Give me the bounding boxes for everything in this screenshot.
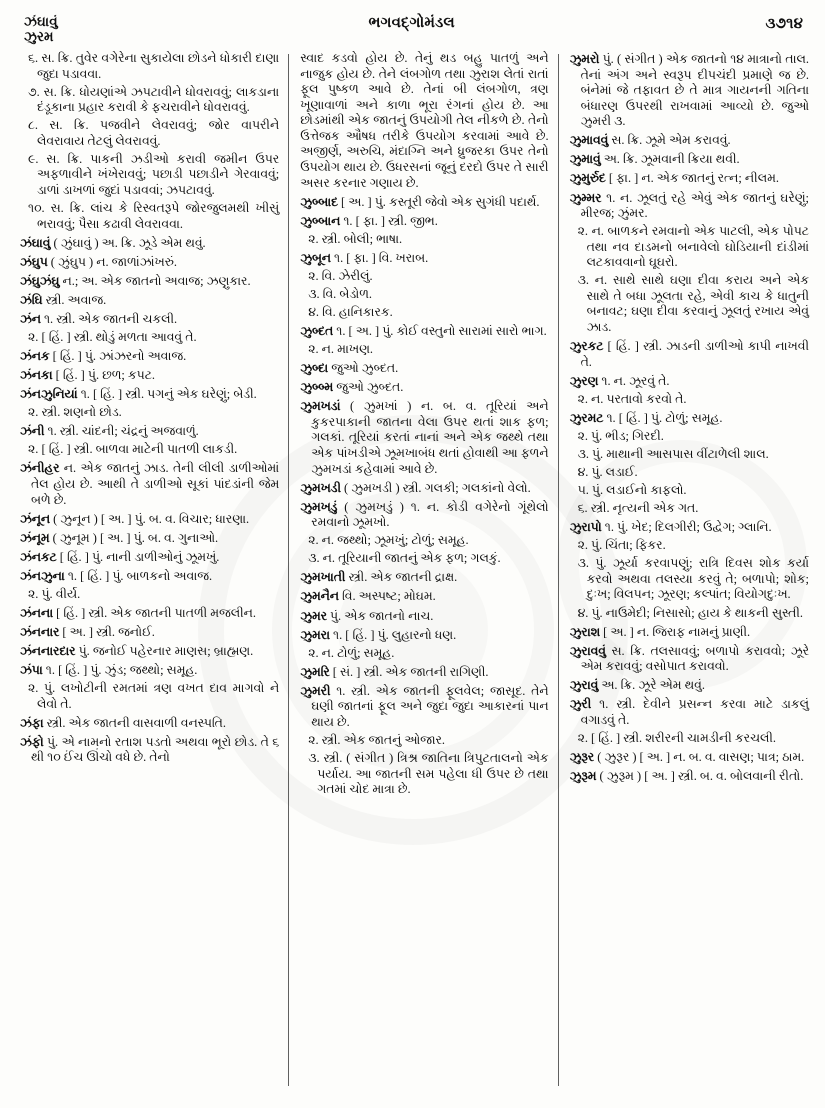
entry-definition: જુઓ ઝુબ્દત. (333, 380, 404, 395)
entry-headword: ઝુબ્બાન (300, 213, 341, 228)
entry-definition: ( ઝુરૂર ) [ અ. ] ન. બ. વ. વાસણ; પાત્ર; ઠામ. (594, 750, 805, 764)
dictionary-entry (300, 361, 548, 377)
dictionary-entry (20, 255, 279, 271)
entry-definition: ( ઝુંઘુપ ) ન. જાળાંઝાંખરું. (47, 254, 177, 269)
entry-headword: ઝુરી (569, 697, 592, 712)
entry-definition: ૧. સ્ત્રી. ચાંદની; ચંદ્રનું અજવાળું. (44, 424, 199, 439)
dictionary-column-3 (559, 52, 809, 1090)
entry-headword: ઝુરાવવું (569, 643, 606, 658)
entry-definition: ( ઝુમખાં ) ન. બ. વ. તૂરિયાં અને કુકરપાકાની જાતના વેલા ઉપર થતાં શાક ફળ; ગલકાં. તૂરિયાં કરતાં નાનાં અને એક જથ્થે તથા એક પાંખડીએ ઝૂમખાબંધ થતાં હોવાથી આ ફળને ઝુમખડાં કહેવામાં આવે છે. (311, 399, 549, 476)
entry-sense: ૨. [ હિં. ] સ્ત્રી. બાળવા માટેની પાતળી લાકડી. (28, 442, 238, 457)
dictionary-entry (570, 644, 809, 675)
entry-definition: [ અ. ] સ્ત્રી. જનોઈ. (59, 625, 155, 639)
entry-definition: પું. ( સંગીત ) એક જાતનો ૧૪ માત્રાનો તાલ. તેનાં અંગ અને સ્વરૂપ દીપચંદી પ્રમાણે જ છે. બંનેમાં જે તફાવત છે તે માત્ર ગાયનની ગતિના બંધારણ ઉપરથી રાખવામાં આવ્યો છે. જુઓ ઝુમરી ૩. (580, 52, 809, 129)
entry-definition: [ સં. ] સ્ત્રી. એક જાતની રાગિણી. (329, 664, 489, 679)
entry-headword: ઝંન (20, 311, 41, 326)
entry-sense: ૨. ન. ટોળું; સમૂહ. (308, 645, 395, 660)
dictionary-entry (300, 324, 548, 340)
entry-definition: ૧. [ હિં. ] પું. ઝુંડ; જથ્થો; સમૂહ. (42, 663, 198, 678)
dictionary-entry (570, 374, 809, 390)
entry-headword: ઝુમાવવું (569, 133, 609, 148)
dictionary-entry (20, 606, 279, 622)
entry-definition: [ અ. ] ન. જિરાફ નામનું પ્રાણી. (600, 624, 751, 639)
dictionary-entry (570, 52, 809, 130)
entry-headword: ઝુમાવું (569, 152, 601, 167)
entry-sense: ૩. પું. માથાની આસપાસ વીંટાળેલી શાલ. (577, 446, 769, 461)
entry-definition: જુઓ ઝુબ્દત. (328, 361, 399, 376)
dictionary-entry (300, 589, 548, 605)
entry-headword: ઝંપા (20, 663, 43, 678)
dictionary-entry (20, 236, 279, 252)
entry-definition: ( ઝુનૂન ) [ અ. ] પું. બ. વ. વિચાર; ધારણા. (49, 511, 250, 526)
entry-definition: ( ઝુમખડી ) સ્ત્રી. ગલકી; ગલકાંનો વેલો. (340, 480, 531, 495)
dictionary-entry (570, 171, 809, 187)
entry-definition: ( ઝુમખડું ) ૧. ન. કોડી વગેરેનો ગૂંથેલો રમવાનો ઝૂમખો. (311, 499, 549, 530)
entry-headword: ઝંફા (20, 715, 44, 730)
entry-sense: ૮. સ. ક્રિ. પજવીને લેવરાવવું; જોર વાપરીને લેવરાવાય તેટલું લેવરાવવું. (28, 118, 280, 148)
entry-headword: ઝુમર (300, 608, 327, 623)
entry-headword: ઝુમરા (300, 627, 330, 642)
dictionary-entry (20, 312, 279, 328)
entry-definition: ( ઝુરૂમ ) [ અ. ] સ્ત્રી. બ. વ. બોલવાની રીતો. (596, 769, 804, 784)
dictionary-entry (300, 399, 548, 477)
entry-definition: ન.; અ. એક જાતનો અવાજ; ઝણુકાર. (59, 273, 251, 288)
entry-headword: ઝુમખડાં (300, 399, 341, 414)
dictionary-column-2 (289, 52, 558, 1090)
dictionary-entry (20, 735, 279, 766)
entry-sense: ૨. વિ. ઝેરીલું. (308, 268, 373, 283)
entry-headword: ઝુરણ (569, 373, 599, 388)
entry-definition: [ અ. ] પું. કસ્તૂરી જેવો એક સુગંધી પદાર્થ. (337, 194, 540, 209)
entry-definition: સ્ત્રી. એક જાતની વાસવાળી વનસ્પતિ. (43, 715, 226, 730)
entry-sense: ૪. પું. લડાઈ. (577, 465, 638, 479)
entry-definition: અ. ક્રિ. ઝૂરે એમ થવું. (598, 678, 705, 693)
guide-word-top: ઝંઘાવું (24, 14, 58, 29)
entry-definition: ૧. [ ફા. ] સ્ત્રી. જીભ. (340, 213, 438, 228)
dictionary-entry (20, 349, 279, 365)
entry-definition: [ હિં. ] પું. છળ; કપટ. (52, 368, 156, 383)
guide-words (24, 14, 58, 44)
entry-definition: ન. એક જાતનું ઝાડ. તેની લીલી ડાળીઓમાં તેલ હોય છે. આથી તે ડાળીઓ સૂકાં પાંદડાંની જેમ બળે છે. (31, 461, 280, 507)
dictionary-entry (570, 191, 809, 222)
entry-headword: ઝંઘુઝંઘુ (20, 273, 60, 288)
entry-definition: [ હિં. ] પું. ઝાંઝરનો અવાજ. (49, 349, 187, 364)
dictionary-entry (20, 644, 279, 660)
dictionary-entry (20, 424, 279, 440)
entry-sense: ૪. પું. નાઉમેદી; નિસાસો; હાય કે થાકની સુસ્તી. (577, 605, 803, 620)
entry-sense: ૨. ન. જથ્થો; ઝૂમખું; ટોળું; સમૂહ. (308, 533, 469, 548)
entry-sense: ૨. [ હિં. ] સ્ત્રી. થોડું મળતા આવવું તે. (28, 330, 197, 344)
entry-headword: ઝુમખાતી (300, 570, 346, 585)
book-title-container (368, 14, 454, 32)
dictionary-entry (570, 625, 809, 641)
dictionary-entry (300, 380, 548, 396)
entry-headword: ઝુબ્દા (300, 361, 329, 376)
dictionary-entry (570, 152, 809, 168)
dictionary-entry (570, 411, 809, 427)
entry-sense: ૨. પું. લખોટીની રમતમાં ત્રણ વખત દાવ માગવો ને લેવો તે. (28, 681, 280, 711)
dictionary-entry (20, 716, 279, 732)
dictionary-entry (300, 665, 548, 681)
entry-definition: [ હિં. ] સ્ત્રી. એક જાતની પાતળી મજલીન. (53, 605, 256, 620)
dictionary-entry (20, 512, 279, 528)
dictionary-entry (20, 387, 279, 403)
entry-definition: [ ફા. ] ન. એક જાતનું રત્ન; નીલમ. (605, 171, 779, 186)
entry-headword: ઝુરમટ (569, 410, 604, 425)
entry-headword: ઝુમરી (300, 683, 331, 698)
entry-sense: ૯. સ. ક્રિ. પાકની ઝડીઓ કરાવી જમીન ઉપર અફળાવીને ખંખેરાવવું; પછાડી પછાડીને ગેરવાવવું; ડાળાં ડાખળાં જુદાં પડાવવાં; ઝપટાવવું. (28, 151, 280, 197)
entry-definition: ૧. [ હિં. ] પું. ટોળું; સમૂહ. (603, 410, 723, 425)
entry-headword: ઝુરાશ (569, 624, 601, 639)
entry-headword: ઝુબ્દત (300, 324, 334, 338)
dictionary-entry (20, 461, 279, 508)
book-title: ભગવદ્ગોમંડલ (368, 15, 455, 31)
entry-headword: ઝુરાવું (569, 678, 599, 693)
dictionary-entry (300, 481, 548, 497)
entry-sense: ૨. ન. પરતાવો કરવો તે. (577, 391, 687, 406)
entry-headword: ઝુમ્મર (569, 190, 602, 205)
entry-sense: ૧૦. સ. ક્રિ. લાંચ કે રિસ્વતરૂપે જોરજુલમથી ખીસું ભરાવવું; પૈસા કઢાવી લેવરાવવા. (28, 201, 280, 231)
entry-definition: વિ. અસ્પષ્ટ; મોઘમ. (338, 589, 436, 604)
entry-continuation: સ્વાદ કડવો હોય છે. તેનું થડ બહુ પાતળું અને નાજુક હોય છે. તેને લંબગોળ તથા ઝુરાશ લેતાં રાતાં ફૂલ પુષ્કળ આવે છે. તેનાં બી લંબગોળ, ત્રણ ખૂણાવાળાં અને કાળા ભૂરા રંગનાં હોય છે. આ છોડમાંથી એક જાતનું ઉપયોગી તેલ નીકળે છે. તેનો ઉત્તેજક ઔષધ તરીકે ઉપયોગ કરવામાં આવે છે. અજીર્ણ, અરુચિ, મંદાગ્નિ અને ધ્રુજરકા ઉપર તેનો ઉપયોગ થાય છે. ઉધરસનાં જૂનું દરદો ઉપર તે સારી અસર કરનાર ગણાય છે. (300, 51, 549, 190)
dictionary-entry (570, 750, 809, 766)
entry-headword: ઝંનક (20, 349, 50, 364)
entry-headword: ઝુમનૈન (300, 589, 339, 604)
entry-definition: ૧. [ હિં. ] સ્ત્રી. પગનું એક ઘરેણું; બેડી. (77, 387, 257, 402)
entry-sense: ૨. પું. ભીડ; ગિરદી. (577, 428, 664, 443)
entry-headword: ઝુબ્બાદ (300, 194, 338, 209)
entry-definition: પું. એ નામનો રતાશ પડતો અથવા ભૂરો છોડ. તે ૬ થી ૧૦ ઈંચ ઊંચો વધે છે. તેનો (31, 734, 280, 765)
entry-sense: ૩. ન. તૂરિયાની જાતનું એક ફળ; ગલકું. (308, 551, 501, 566)
entry-headword: ઝંનનારદાર (20, 644, 76, 659)
entry-headword: ઝુરકટ (569, 339, 604, 354)
entry-sense: ૨. સ્ત્રી. એક જાતનું ઓજાર. (308, 732, 445, 747)
entry-headword: ઝુબૂન (300, 250, 331, 265)
entry-headword: ઝંફો (20, 734, 44, 749)
entry-definition: પું. એક જાતનો નાચ. (326, 608, 434, 623)
entry-sense: ૬. સ. ક્રિ. તુવેર વગેરેના સુકાયેલા છોડને ધોકારી દાણા જુદા પડાવવા. (28, 51, 280, 81)
entry-headword: ઝુમખડું (300, 499, 338, 514)
entry-sense: ૨. સ્ત્રી. શણનો છોડ. (28, 405, 122, 420)
entry-definition: ( ઝુંઘાવું ) અ. ક્રિ. ઝૂડે એમ થવું. (50, 235, 206, 250)
dictionary-entry (20, 274, 279, 290)
entry-definition: ૧. [ હિં. ] પું. બાળકનો અવાજ. (64, 568, 213, 583)
entry-sense: ૬. સ્ત્રી. નૃત્યની એક ગત. (577, 501, 699, 516)
entry-headword: ઝંનૂન (20, 511, 50, 526)
entry-headword: ઝંઘુપ (20, 254, 48, 269)
entry-definition: ( ઝુનૂમ ) [ અ. ] પું. બ. વ. ગુનાઓ. (49, 530, 219, 545)
entry-sense: ૨. પું. ચિંતા; ફિકર. (577, 538, 666, 553)
entry-sense: ૭. સ. ક્રિ. ધોયણાંએ ઝપટાવીને ધોવરાવવું; લાકડાના દંડૂકાના પ્રહાર કરાવી કે ફચરાવીને ધોવરાવવું. (28, 84, 280, 115)
dictionary-entry (570, 339, 809, 370)
entry-definition: ૧. સ્ત્રી. એક જાતની ચકલી. (40, 311, 178, 326)
entry-definition: ૧. [ અ. ] પું. કોઈ વસ્તુનો સારામાં સારો ભાગ. (333, 324, 547, 338)
entry-definition: ૧. ન. ઝૂરવું તે. (598, 373, 670, 388)
dictionary-column-1 (20, 52, 289, 1090)
entry-definition: અ. ક્રિ. ઝૂમવાની ક્રિયા થવી. (600, 152, 740, 167)
entry-sense: ૨. ન. બાળકને રમવાનો એક પાટલી, એક પોપટ તથા નવ દાડમનો બનાવેલો ઘોડિયાની દાંડીમાં લટકાવવાનો ઘૂઘરો. (577, 224, 809, 270)
entry-sense: ૩. સ્ત્રી. ( સંગીત ) ત્રિશ્ર જાતિના ત્રિપુટતાલનો એક પર્યાય. આ જાતની સમ પહેલા ધી ઉપર છે તથા ગતમાં ચોદ માત્રા છે. (308, 751, 549, 797)
entry-definition: સ્ત્રી. અવાજ. (42, 292, 107, 307)
dictionary-entry (20, 531, 279, 547)
entry-sense: ૫. પું. લડાઈનો કાફલો. (577, 483, 687, 498)
entry-headword: ઝુબ્બ્મ (300, 380, 334, 395)
entry-headword: ઝંઘિ (20, 292, 43, 307)
dictionary-entry (20, 663, 279, 679)
dictionary-entry (300, 214, 548, 230)
entry-sense: ૨. [ હિં. ] સ્ત્રી. શરીરની ચામડીની કરચલી. (577, 730, 776, 745)
entry-headword: ઝુરૂમ (569, 769, 597, 784)
entry-definition: [ હિં. ] પું. નાની ડાળીઓનું ઝૂમખું. (56, 549, 220, 564)
entry-headword: ઝુરૂર (569, 750, 595, 764)
entry-sense: ૨. પું. વીર્ય. (28, 586, 81, 601)
entry-headword: ઝંનઝુના (20, 568, 65, 583)
dictionary-entry (300, 500, 548, 531)
entry-headword: ઝંનકટ (20, 549, 57, 564)
dictionary-entry (300, 609, 548, 625)
entry-definition: સ્ત્રી. એક જાતની દ્રાક્ષ. (345, 570, 458, 585)
dictionary-entry (570, 520, 809, 536)
entry-headword: ઝુમરિ (300, 664, 330, 679)
entry-headword: ઝંનઝુનિયાં (20, 387, 78, 402)
dictionary-entry (570, 133, 809, 149)
entry-definition: ૧. [ હિં. ] પું. લુહારનો ધણ. (329, 627, 457, 642)
entry-headword: ઝંનનાર (20, 625, 60, 639)
page-number-container (766, 14, 803, 33)
entry-headword: ઝંનના (20, 605, 54, 620)
entry-headword: ઝુમખડી (300, 480, 341, 495)
dictionary-entry (20, 368, 279, 384)
entry-headword: ઝુમરો (569, 52, 600, 66)
entry-definition: ૧. સ્ત્રી. એક જાતની ફૂલવેલ; જાસૂદ. તેને ઘણી જાતનાં ફૂલ અને જુદા જુદા આકારનાં પાન થાય છે. (311, 683, 549, 729)
entry-sense: ૩. ન. સાથે સાથે ઘણા દીવા કરાય અને એક સાથે તે બધા ઝૂલતા રહે, એવી કાચ કે ધાતુની બનાવટ; ઘણા દીવા કરવાનું ઝૂલતું રખાય એવું ઝાડ. (577, 273, 809, 334)
entry-definition: પું. જનોઈ પહેરનાર માણસ; બ્રાહ્મણ. (75, 644, 254, 659)
entry-headword: ઝંની (20, 424, 45, 439)
page-header (0, 0, 825, 48)
dictionary-entry (570, 697, 809, 728)
dictionary-entry (20, 550, 279, 566)
entry-sense: ૪. વિ. હાનિકારક. (308, 304, 393, 319)
entry-sense: ૨. સ્ત્રી. બોલી; ભાષા. (308, 231, 403, 246)
dictionary-entry (20, 625, 279, 641)
entry-definition: સ. ક્રિ. તલસાવવું; બળાપો કરાવવો; ઝૂરે એમ કરાવવું; વસોપાત કરાવવો. (580, 643, 809, 674)
entry-headword: ઝંઘાવું (20, 235, 51, 250)
entry-sense: ૨. ન. માખણ. (308, 342, 373, 357)
entry-sense: ૩. વિ. બેડોળ. (308, 286, 372, 301)
dictionary-entry (570, 678, 809, 694)
dictionary-entry (300, 684, 548, 731)
dictionary-columns (0, 48, 825, 1100)
entry-definition: ૧. [ ફા. ] વિ. ખરાબ. (330, 250, 429, 265)
entry-headword: ઝુમુર્રુદ (569, 171, 606, 186)
dictionary-entry (300, 251, 548, 267)
dictionary-entry (570, 769, 809, 785)
entry-headword: ઝુરાપો (569, 520, 602, 535)
entry-headword: ઝંનકા (20, 368, 53, 383)
entry-headword: ઝંનૂમ (20, 530, 50, 545)
guide-word-bottom: ઝુરમ (24, 29, 54, 45)
dictionary-entry (300, 570, 548, 586)
entry-headword: ઝંનીહર (20, 461, 60, 476)
entry-sense: ૩. પું. ઝૂર્યા કરવાપણું; રાત્રિ દિવસ શોક કર્યા કરવો અથવા તલસ્યા કરવું તે; બળાપો; શોક; દુઃખ; વિલપન; ઝૂરણ; કલ્પાંત; વિયોગદુઃખ. (577, 556, 809, 602)
dictionary-entry (300, 628, 548, 644)
dictionary-entry (300, 195, 548, 211)
entry-definition: [ હિં. ] સ્ત્રી. ઝાડની ડાળીઓ કાપી નાખવી તે. (580, 339, 809, 369)
page-number: ૩૭૧૪ (765, 16, 803, 32)
entry-definition: ૧. પું. ખેદ; દિલગીરી; ઉદ્વેગ; ગ્લાનિ. (601, 520, 772, 535)
entry-definition: ૧. સ્ત્રી. દેવીને પ્રસન્ન કરવા માટે ડાકલું વગાડવું તે. (580, 697, 809, 727)
entry-definition: ૧. ન. ઝૂલતું રહે એવું એક જાતનું ઘરેણું; મીરજ; ઝુંમર. (580, 190, 809, 221)
dictionary-entry (20, 569, 279, 585)
entry-definition: સ. ક્રિ. ઝૂમે એમ કરાવવું. (608, 133, 731, 148)
dictionary-entry (20, 293, 279, 309)
